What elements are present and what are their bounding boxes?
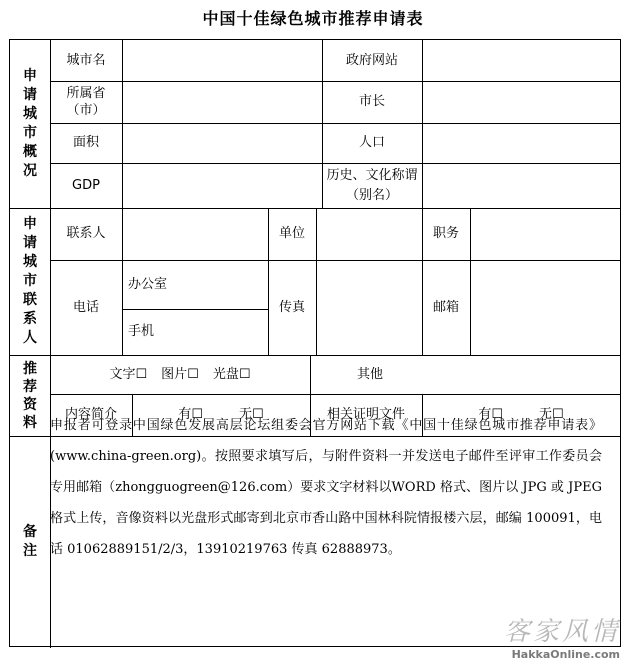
label-alias: 历史、文化称谓（别名） bbox=[326, 167, 418, 203]
area-field[interactable] bbox=[122, 123, 322, 163]
section-remarks-header: 备 注 bbox=[23, 524, 37, 559]
label-contact-person: 联系人 bbox=[66, 226, 106, 241]
form-title: 中国十佳绿色城市推荐申请表 bbox=[202, 9, 424, 28]
contact-person-field[interactable] bbox=[122, 208, 268, 260]
checkbox-summary-no[interactable]: 无☐ bbox=[239, 407, 264, 422]
label-mobile: 手机 bbox=[128, 324, 155, 339]
label-other: 其他 bbox=[356, 366, 383, 382]
label-gov-site: 政府网站 bbox=[345, 52, 398, 68]
province-field[interactable] bbox=[122, 81, 322, 123]
label-mayor: 市长 bbox=[358, 94, 385, 109]
position-field[interactable] bbox=[470, 208, 620, 260]
checkbox-text[interactable]: 文字☐ bbox=[109, 366, 148, 382]
watermark-logo bbox=[504, 611, 620, 661]
checkbox-images[interactable]: 图片☐ bbox=[161, 366, 199, 382]
unit-field[interactable] bbox=[316, 208, 422, 260]
alias-field[interactable] bbox=[422, 163, 620, 208]
checkbox-proof-yes[interactable]: 有☐ bbox=[478, 407, 503, 422]
label-summary: 内容简介 bbox=[64, 407, 117, 422]
other-field[interactable] bbox=[430, 355, 620, 394]
label-gdp: GDP bbox=[72, 177, 100, 193]
label-unit: 单位 bbox=[278, 226, 305, 241]
checkbox-summary-yes[interactable]: 有☐ bbox=[178, 407, 203, 422]
materials-type-options bbox=[50, 355, 310, 394]
label-position: 职务 bbox=[432, 226, 459, 241]
label-city-name: 城市名 bbox=[66, 52, 106, 68]
label-office-phone: 办公室 bbox=[128, 276, 168, 292]
watermark-site: HakkaOnline.com bbox=[511, 648, 620, 661]
gov-site-field[interactable] bbox=[422, 40, 620, 81]
city-name-field[interactable] bbox=[122, 40, 322, 81]
remarks-text: 申报者可登录中国绿色发展高层论坛组委会官方网站下载《中国十佳绿色城市推荐申请表》(www.china-green.org)。按照要求填写后，与附件资料一并发送电子邮件至评审工作委员会专用邮箱（zhongguogreen@126.com）要求文字材料以WORD 格式、图片以 JPG 或 JPEG 格式上传，音像资料以光盘形式邮寄到北京市香山路中国林科院情报楼六层，邮编 100091，电话 01062889151/2/3，13910219763 传真 62888973。 bbox=[50, 418, 602, 557]
label-phone: 电话 bbox=[72, 299, 99, 315]
label-population: 人口 bbox=[358, 135, 385, 150]
section-contact-header: 申 请 城 市 联 系 人 bbox=[23, 216, 37, 346]
fax-field[interactable] bbox=[316, 260, 422, 355]
checkbox-proof-no[interactable]: 无☐ bbox=[539, 407, 564, 422]
population-field[interactable] bbox=[422, 123, 620, 163]
label-area: 面积 bbox=[72, 135, 99, 150]
section-overview-header: 申 请 城 市 概 况 bbox=[23, 68, 37, 179]
email-field[interactable] bbox=[470, 260, 620, 355]
mayor-field[interactable] bbox=[422, 81, 620, 123]
watermark-chinese: 客家风情 bbox=[503, 617, 620, 647]
label-fax: 传真 bbox=[278, 299, 305, 315]
checkbox-disc[interactable]: 光盘☐ bbox=[212, 366, 251, 382]
label-email: 邮箱 bbox=[432, 299, 459, 315]
label-province: 所属省（市） bbox=[66, 86, 106, 118]
gdp-field[interactable] bbox=[122, 163, 322, 208]
section-materials-header: 推 荐 资 料 bbox=[23, 360, 37, 431]
label-proof-documents: 相关证明文件 bbox=[326, 407, 405, 422]
